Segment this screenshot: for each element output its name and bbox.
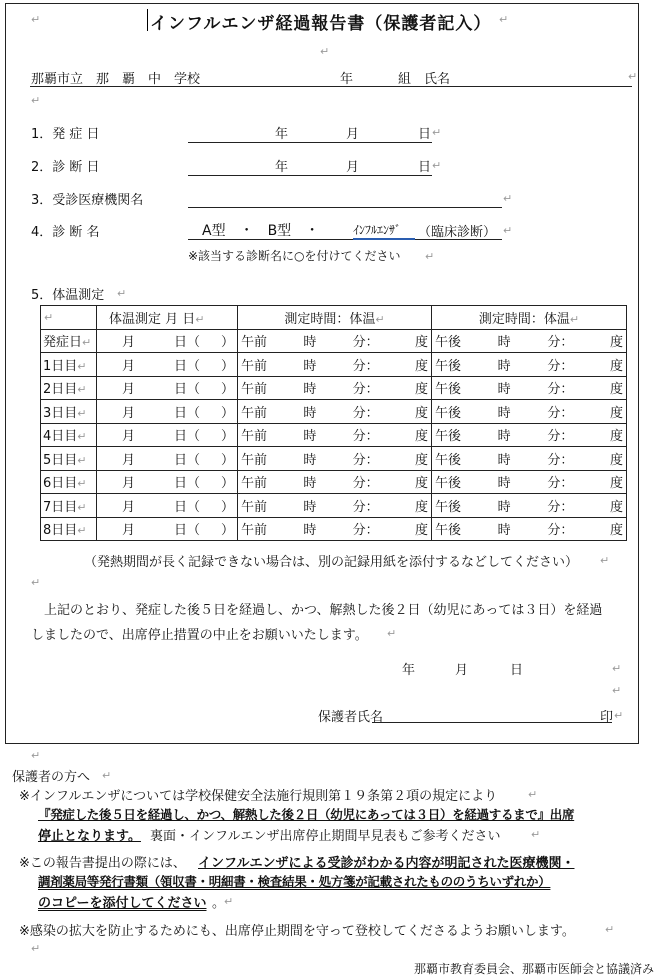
pm-reading-cell[interactable]: 午後 時 分： 度 bbox=[432, 423, 627, 447]
paragraph-mark: ↵ bbox=[320, 45, 330, 58]
date-cell[interactable]: 月 日（ ） bbox=[97, 423, 238, 447]
diagnosis-note: ※該当する診断名に○を付けてください bbox=[188, 249, 401, 263]
note-2-line-3a: のコピーを添付してください bbox=[38, 896, 207, 911]
diagnosis-name-label: 4．診 断 名 bbox=[31, 225, 100, 240]
day-cell: 発症日↵ bbox=[41, 329, 97, 353]
page-title: インフルエンザ経過報告書（保護者記入） bbox=[150, 14, 492, 34]
day-cell: 1日目↵ bbox=[41, 353, 97, 377]
note-3: ※感染の拡大を防止するためにも、出席停止期間を守って登校してくださるようお願いします。 bbox=[19, 924, 575, 939]
table-row bbox=[41, 517, 627, 541]
clinical-diagnosis-option: （臨床診断） bbox=[418, 225, 497, 240]
footer-credit: 那覇市教育委員会、那覇市医師会と協議済み bbox=[414, 962, 655, 976]
table-row bbox=[41, 494, 627, 518]
school-line-underline bbox=[30, 86, 632, 87]
statement-line-1: 上記のとおり、発症した後５日を経過し、かつ、解熱した後２日（幼児にあっては３日）を経過 bbox=[44, 603, 603, 618]
date-cell[interactable]: 月 日（ ） bbox=[97, 400, 238, 424]
paragraph-mark: ↵ bbox=[117, 287, 127, 300]
guardian-name-field[interactable] bbox=[372, 722, 612, 723]
pm-reading-cell[interactable]: 午後 時 分： 度 bbox=[432, 329, 627, 353]
date-cell[interactable]: 月 日（ ） bbox=[97, 494, 238, 518]
cursor-caret bbox=[147, 9, 148, 31]
grade-label: 年 bbox=[340, 72, 354, 87]
pm-reading-cell[interactable]: 午後 時 分： 度 bbox=[432, 400, 627, 424]
paragraph-mark: ↵ bbox=[102, 769, 112, 782]
paragraph-mark: ↵ bbox=[612, 684, 622, 697]
day-cell: 5日目↵ bbox=[41, 447, 97, 471]
table-row bbox=[41, 353, 627, 377]
table-note: （発熱期間が長く記録できない場合は、別の記録用紙を添付するなどしてください） bbox=[84, 555, 579, 570]
header-cell: 測定時間：体温↵ bbox=[432, 306, 627, 330]
diagnosis-day: 日 bbox=[418, 160, 432, 175]
paragraph-mark: ↵ bbox=[432, 159, 442, 172]
am-reading-cell[interactable]: 午前 時 分： 度 bbox=[238, 353, 432, 377]
paragraph-mark: ↵ bbox=[31, 13, 41, 26]
am-reading-cell[interactable]: 午前 時 分： 度 bbox=[238, 329, 432, 353]
paragraph-mark: ↵ bbox=[31, 749, 41, 762]
pm-reading-cell[interactable]: 午後 時 分： 度 bbox=[432, 353, 627, 377]
note-1-line-3a: 停止となります。 bbox=[38, 829, 141, 844]
diagnosis-name-underline bbox=[188, 239, 502, 240]
temperature-table bbox=[40, 305, 627, 541]
paragraph-mark: ↵ bbox=[503, 224, 513, 237]
day-cell: 8日目↵ bbox=[41, 517, 97, 541]
paragraph-mark: ↵ bbox=[614, 709, 624, 722]
pm-reading-cell[interactable]: 午後 時 分： 度 bbox=[432, 470, 627, 494]
day-cell: 3日目↵ bbox=[41, 400, 97, 424]
submission-month: 月 bbox=[455, 663, 469, 678]
medical-institution-field[interactable] bbox=[188, 207, 502, 208]
paragraph-mark: ↵ bbox=[600, 554, 610, 567]
submission-day: 日 bbox=[510, 663, 524, 678]
pm-reading-cell[interactable]: 午後 時 分： 度 bbox=[432, 447, 627, 471]
diagnosis-year: 年 bbox=[275, 160, 289, 175]
influenza-option: ｲﾝﾌﾙｴﾝｻﾞ bbox=[353, 223, 402, 237]
medical-institution-label: 3．受診医療機関名 bbox=[31, 193, 144, 208]
paragraph-mark: ↵ bbox=[425, 250, 435, 263]
header-cell: ↵ bbox=[41, 306, 97, 330]
seal-mark: 印 bbox=[600, 710, 614, 725]
table-header-row bbox=[41, 306, 627, 330]
note-2-line-3b: 。 bbox=[212, 896, 226, 911]
table-row bbox=[41, 447, 627, 471]
table-row bbox=[41, 470, 627, 494]
day-cell: 2日目↵ bbox=[41, 376, 97, 400]
onset-year: 年 bbox=[275, 127, 289, 142]
influenza-underline bbox=[353, 238, 415, 240]
student-name-label: 氏名 bbox=[424, 72, 451, 87]
paragraph-mark: ↵ bbox=[432, 126, 442, 139]
table-row bbox=[41, 376, 627, 400]
paragraph-mark: ↵ bbox=[31, 942, 41, 955]
am-reading-cell[interactable]: 午前 時 分： 度 bbox=[238, 470, 432, 494]
am-reading-cell[interactable]: 午前 時 分： 度 bbox=[238, 517, 432, 541]
pm-reading-cell[interactable]: 午後 時 分： 度 bbox=[432, 494, 627, 518]
am-reading-cell[interactable]: 午前 時 分： 度 bbox=[238, 400, 432, 424]
table-row bbox=[41, 329, 627, 353]
date-cell[interactable]: 月 日（ ） bbox=[97, 353, 238, 377]
class-label: 組 bbox=[398, 72, 412, 87]
paragraph-mark: ↵ bbox=[31, 94, 41, 107]
note-2-line-1a: ※この報告書提出の際には、 bbox=[19, 856, 186, 871]
guardian-name-label: 保護者氏名 bbox=[318, 710, 384, 725]
notes-header: 保護者の方へ bbox=[12, 770, 91, 785]
paragraph-mark: ↵ bbox=[503, 192, 513, 205]
temperature-section-title: 5．体温測定 bbox=[31, 288, 105, 303]
date-cell[interactable]: 月 日（ ） bbox=[97, 517, 238, 541]
onset-date-field[interactable] bbox=[188, 142, 432, 143]
table-row bbox=[41, 400, 627, 424]
note-2-line-1b: インフルエンザによる受診がわかる内容が明記された医療機関・ bbox=[198, 856, 575, 871]
paragraph-mark: ↵ bbox=[387, 627, 397, 640]
submission-year: 年 bbox=[402, 663, 416, 678]
onset-day: 日 bbox=[418, 127, 432, 142]
am-reading-cell[interactable]: 午前 時 分： 度 bbox=[238, 447, 432, 471]
pm-reading-cell[interactable]: 午後 時 分： 度 bbox=[432, 376, 627, 400]
statement-line-2: しましたので、出席停止措置の中止をお願いいたします。 bbox=[31, 628, 368, 643]
date-cell[interactable]: 月 日（ ） bbox=[97, 376, 238, 400]
paragraph-mark: ↵ bbox=[528, 788, 538, 801]
paragraph-mark: ↵ bbox=[605, 923, 615, 936]
date-cell[interactable]: 月 日（ ） bbox=[97, 329, 238, 353]
pm-reading-cell[interactable]: 午後 時 分： 度 bbox=[432, 517, 627, 541]
date-cell[interactable]: 月 日（ ） bbox=[97, 447, 238, 471]
day-cell: 7日目↵ bbox=[41, 494, 97, 518]
header-cell: 測定時間：体温↵ bbox=[238, 306, 432, 330]
date-cell[interactable]: 月 日（ ） bbox=[97, 470, 238, 494]
am-reading-cell[interactable]: 午前 時 分： 度 bbox=[238, 494, 432, 518]
note-2-line-2: 調剤薬局等発行書類（領収書・明細書・検査結果・処方箋が記載されたもののうちいずれか） bbox=[38, 874, 551, 889]
paragraph-mark: ↵ bbox=[628, 70, 638, 83]
note-1-line-3b: 裏面・インフルエンザ出席停止期間早見表もご参考ください bbox=[150, 829, 501, 844]
diagnosis-options: A型 ・ B型 ・ bbox=[202, 223, 320, 239]
day-cell: 6日目↵ bbox=[41, 470, 97, 494]
table-row bbox=[41, 423, 627, 447]
paragraph-mark: ↵ bbox=[612, 662, 622, 675]
paragraph-mark: ↵ bbox=[224, 895, 234, 908]
diagnosis-date-field[interactable] bbox=[188, 175, 432, 176]
am-reading-cell[interactable]: 午前 時 分： 度 bbox=[238, 423, 432, 447]
header-cell: 体温測定 月 日↵ bbox=[97, 306, 238, 330]
note-1-line-2: 『発症した後５日を経過し、かつ、解熱した後２日（幼児にあっては３日）を経過するまで』出席 bbox=[38, 807, 575, 822]
paragraph-mark: ↵ bbox=[31, 576, 41, 589]
note-1-line-1: ※インフルエンザについては学校保健安全法施行規則第１９条第２項の規定により bbox=[19, 789, 498, 804]
onset-date-label: 1．発 症 日 bbox=[31, 127, 100, 142]
diagnosis-date-label: 2．診 断 日 bbox=[31, 160, 100, 175]
onset-month: 月 bbox=[346, 127, 360, 142]
paragraph-mark: ↵ bbox=[531, 828, 541, 841]
day-cell: 4日目↵ bbox=[41, 423, 97, 447]
paragraph-mark: ↵ bbox=[499, 13, 509, 26]
am-reading-cell[interactable]: 午前 時 分： 度 bbox=[238, 376, 432, 400]
diagnosis-month: 月 bbox=[346, 160, 360, 175]
school-name: 那覇市立 那 覇 中 学校 bbox=[31, 72, 201, 87]
